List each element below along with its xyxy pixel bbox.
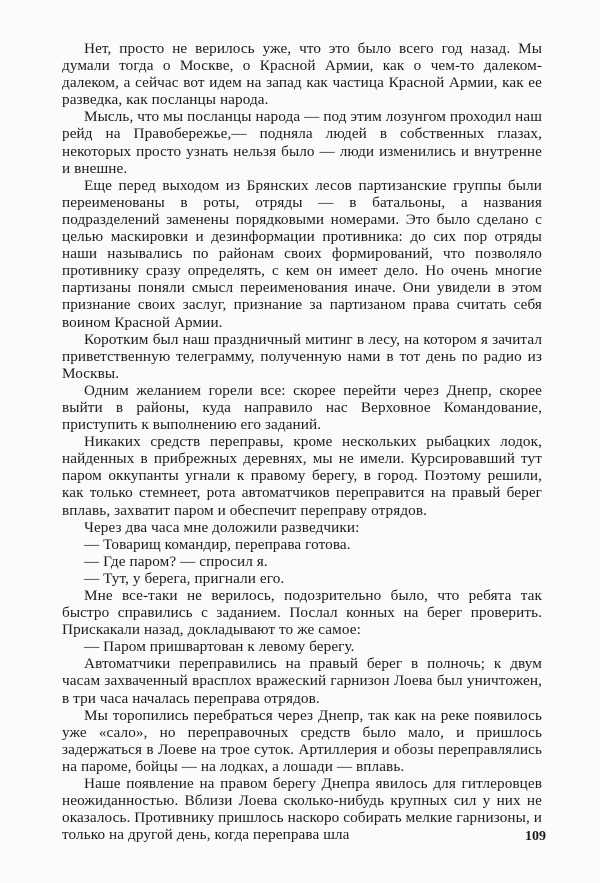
dialog-line: — Товарищ командир, переправа готова. <box>84 535 351 553</box>
paragraph: Наше появление на правом берегу Днепра явилось для гитлеровцев неожиданностью. Вблизи Лоева сколько-нибудь крупных сил у них не оказалось. Противнику пришлось наскоро собирать мелкие гарнизоны, и только на другой день, когда переправа шла <box>62 775 542 844</box>
page-body-text <box>62 40 542 843</box>
paragraph: Мы торопились перебраться через Днепр, так как на реке появилось уже «сало», но переправочных средств было мало, и пришлось задержаться в Лоеве на трое суток. Артиллерия и обозы переправлялись на пароме, бойцы — на лодках, а лошади — вплавь. <box>62 706 542 775</box>
page-number: 109 <box>525 829 546 844</box>
dialog-line: — Где паром? — спросил я. <box>84 552 268 570</box>
paragraph: Никаких средств переправы, кроме нескольких рыбацких лодок, найденных в прибрежных деревнях, мы не имели. Курсировавший тут паром оккупанты угнали к правому берегу, в город. Поэтому решили, как только стемнеет, рота автоматчиков переправится на правый берег вплавь, захватит паром и обеспечит переправу отрядов. <box>62 433 542 519</box>
paragraph: Одним желанием горели все: скорее перейти через Днепр, скорее выйти в районы, куда направило нас Верховное Командование, приступить к выполнению его заданий. <box>62 381 542 434</box>
paragraph: Через два часа мне доложили разведчики: <box>84 518 360 536</box>
paragraph: Коротким был наш праздничный митинг в лесу, на котором я зачитал приветственную телеграмму, полученную нами в тот день по радио из Москвы. <box>62 330 542 382</box>
paragraph: Мне все-таки не верилось, подозрительно было, что ребята так быстро справились с заданием. Послал конных на берег проверить. Прискакали назад, докладывают то же самое: <box>62 587 542 639</box>
paragraph: Нет, просто не верилось уже, что это было всего год назад. Мы думали тогда о Москве, о Красной Армии, как о чем-то далеком-далеком, а сейчас вот идем на запад как частица Красной Армии, как ее разведка, как посланцы народа. <box>62 40 542 109</box>
paragraph: Мысль, что мы посланцы народа — под этим лозунгом проходил наш рейд на Правобережье,— подняла людей в собственных глазах, некоторых просто узнать нельзя было — люди изменились и внутренне и внешне. <box>62 108 542 177</box>
paragraph: Еще перед выходом из Брянских лесов партизанские группы были переименованы в роты, отряды — в батальоны, а названия подразделений заменены порядковыми номерами. Это было сделано с целью маскировки и дезинформации противника: до сих пор отряды наши назывались по районам своих формирований, что позволяло противнику сразу определять, с кем он имеет дело. Но очень многие партизаны поняли смысл переименования иначе. Они увидели в этом признание своих заслуг, признание за партизаном права считать себя воином Красной Армии. <box>62 176 542 331</box>
paragraph: Автоматчики переправились на правый берег в полночь; к двум часам захваченный врасплох вражеский гарнизон Лоева был уничтожен, в три часа началась переправа отрядов. <box>62 655 542 707</box>
dialog-line: — Паром пришвартован к левому берегу. <box>84 638 355 656</box>
dialog-line: — Тут, у берега, пригнали его. <box>84 569 285 587</box>
